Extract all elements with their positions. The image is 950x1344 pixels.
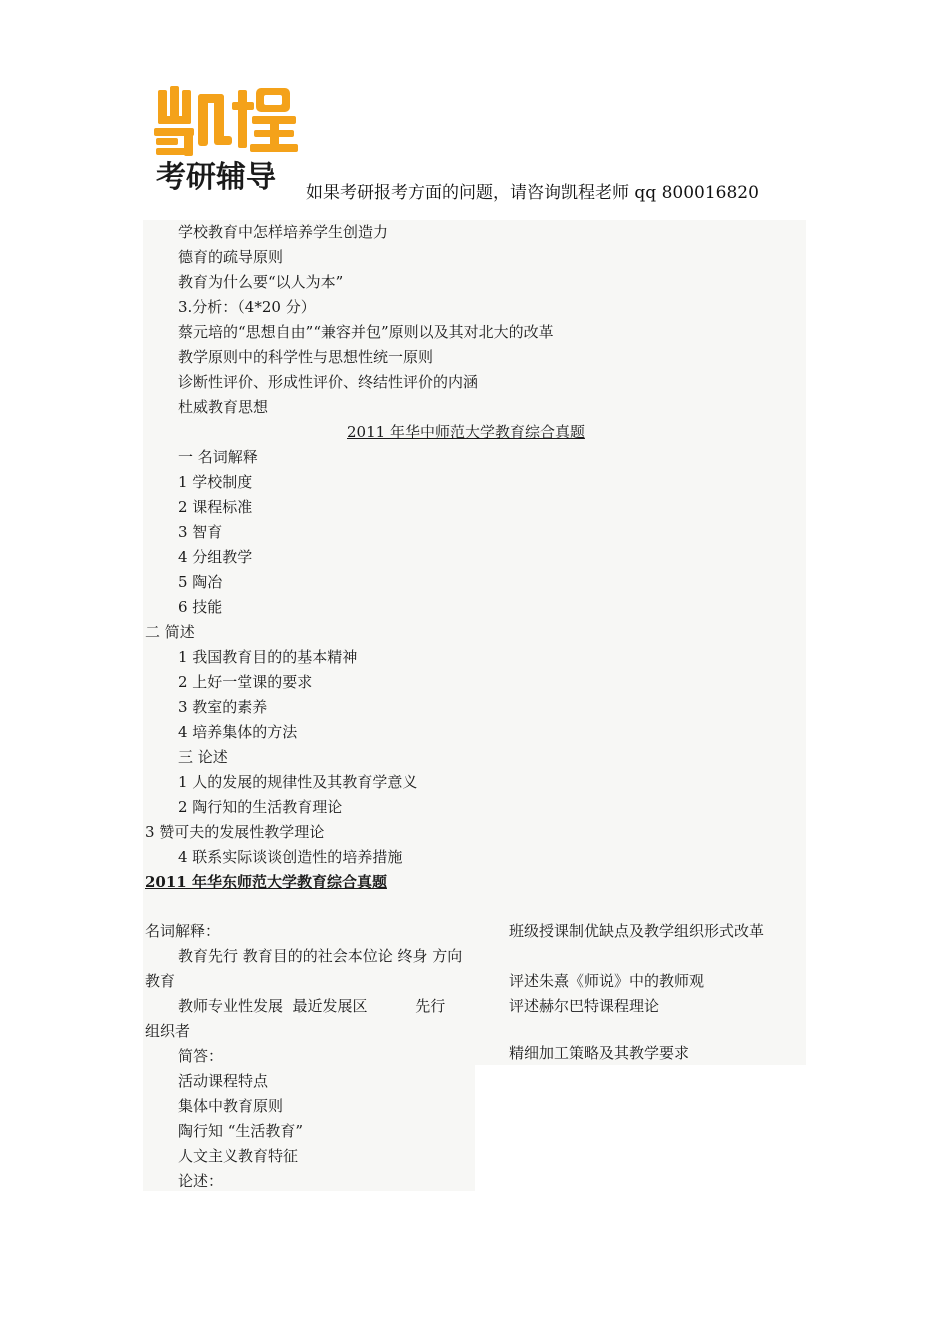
list-item: 3 赞可夫的发展性教学理论 (145, 823, 325, 841)
right-col-item: 评述赫尔巴特课程理论 (509, 997, 660, 1015)
heading-essay: 三 论述 (178, 748, 228, 766)
heading-short-huadong: 简答： (178, 1047, 224, 1065)
list-item: 2 陶行知的生活教育理论 (178, 798, 343, 816)
line-analysis-heading: 3.分析：（4*20 分） (178, 298, 316, 316)
list-item: 活动课程特点 (178, 1072, 269, 1090)
list-item: 人文主义教育特征 (178, 1147, 299, 1165)
list-item: 2 上好一堂课的要求 (178, 673, 313, 691)
line-dewey: 杜威教育思想 (178, 398, 269, 416)
list-item: 6 技能 (178, 598, 223, 616)
right-col-item: 评述朱熹《师说》中的教师观 (509, 972, 705, 990)
right-col-item: 班级授课制优缺点及教学组织形式改革 (509, 922, 765, 940)
list-item: 4 联系实际谈谈创造性的培养措施 (178, 848, 403, 866)
list-item: 2 课程标准 (178, 498, 253, 516)
contact-text: 如果考研报考方面的问题，请咨询凯程老师 qq 800016820 (306, 183, 759, 203)
line-teaching-principle: 教学原则中的科学性与思想性统一原则 (178, 348, 434, 366)
line-cai-yuanpei: 蔡元培的“思想自由”“兼容并包”原则以及其对北大的改革 (178, 323, 554, 341)
section-title-huadong: 2011 年华东师范大学教育综合真题 (145, 873, 387, 891)
heading-terms: 一 名词解释 (178, 448, 258, 466)
list-item: 5 陶冶 (178, 573, 223, 591)
list-item: 1 学校制度 (178, 473, 253, 491)
list-item: 1 人的发展的规律性及其教育学意义 (178, 773, 418, 791)
terms-line-cont: 组织者 (145, 1022, 191, 1040)
list-item: 3 教室的素养 (178, 698, 268, 716)
section-title-huazhong: 2011 年华中师范大学教育综合真题 (347, 423, 585, 441)
list-item: 4 分组教学 (178, 548, 253, 566)
terms-line-cont: 教育 (145, 972, 176, 990)
terms-line: 教育先行 教育目的的社会本位论 终身 方向 (178, 947, 463, 965)
list-item: 4 培养集体的方法 (178, 723, 298, 741)
list-item: 1 我国教育目的的基本精神 (178, 648, 358, 666)
line-evaluation: 诊断性评价、形成性评价、终结性评价的内涵 (178, 373, 479, 391)
list-item: 3 智育 (178, 523, 223, 541)
list-item: 陶行知 “生活教育” (178, 1122, 304, 1140)
list-item: 集体中教育原则 (178, 1097, 284, 1115)
line-people-oriented: 教育为什么要“以人为本” (178, 273, 344, 291)
heading-terms-huadong: 名词解释： (145, 922, 221, 940)
heading-essay-huadong: 论述： (178, 1172, 224, 1190)
terms-line: 教师专业性发展 最近发展区 先行 (178, 997, 446, 1015)
heading-short-answer: 二 简述 (145, 623, 195, 641)
right-col-item: 精细加工策略及其教学要求 (509, 1044, 690, 1062)
line-creativity: 学校教育中怎样培养学生创造力 (178, 223, 389, 241)
line-moral-guidance: 德育的疏导原则 (178, 248, 284, 266)
logo-subtitle: 考研辅导 (156, 160, 276, 195)
